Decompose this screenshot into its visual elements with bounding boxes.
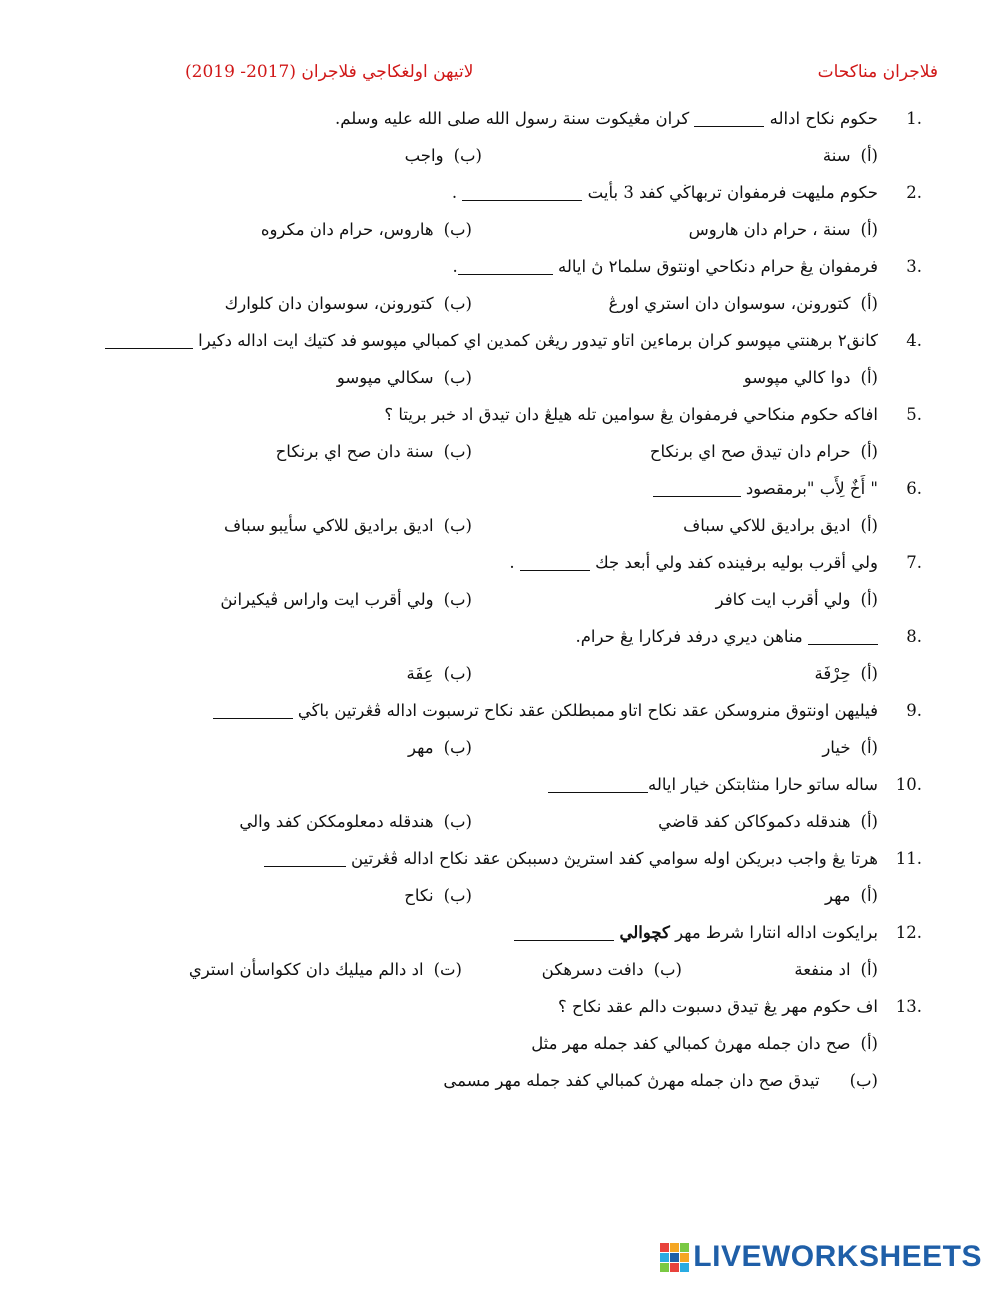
answer-blank[interactable] [462, 186, 582, 201]
brand-name: LIVEWORKSHEETS [693, 1240, 982, 1273]
question-8 [120, 618, 922, 692]
question-number: 9. [906, 701, 922, 720]
question-number: 4. [906, 331, 922, 350]
question-2 [120, 174, 922, 248]
option-b[interactable]: (ب)اديق براديق للاكي سأيبو سباف [223, 516, 472, 535]
option-b[interactable]: (ب)تيدق صح دان جمله مهرڽ كمبالي كفد جمله مهر مسمى [443, 1071, 878, 1090]
question-number: 8. [906, 627, 922, 646]
option-b[interactable]: (ب)واجب [404, 146, 482, 165]
option-a[interactable]: (أ)اديق براديق للاكي سباف [683, 516, 878, 535]
answer-blank[interactable] [694, 112, 764, 127]
option-a[interactable]: (أ)هندقله دكموكاكن كفد قاضي [658, 812, 878, 831]
option-a[interactable]: (أ)سنة [822, 146, 878, 165]
question-10 [120, 766, 922, 840]
question-text: افاكه حكوم منكاحي فرمفوان يڠ سوامين تله هيلڠ دان تيدق اد خبر بريتا ؟ [384, 405, 878, 424]
question-text: " أَخٌ لِأَب "برمقصود [653, 470, 878, 507]
liveworksheets-logo-icon [660, 1243, 689, 1272]
question-number: 11. [895, 849, 922, 868]
option-a[interactable]: (أ)حرام دان تيدق صح اي برنكاح [649, 442, 878, 461]
question-5 [120, 396, 922, 470]
question-6 [120, 470, 922, 544]
answer-blank[interactable] [213, 704, 293, 719]
question-number: 3. [906, 257, 922, 276]
answer-blank[interactable] [514, 926, 614, 941]
question-12 [120, 914, 922, 988]
option-a[interactable]: (أ)صح دان جمله مهرڽ كمبالي كفد جمله مهر مثل [531, 1034, 878, 1053]
question-3 [120, 248, 922, 322]
option-b[interactable]: (ب)هندقله دمعلومككن كفد والي [239, 812, 472, 831]
option-b[interactable]: (ب)سكالي مپوسو [336, 368, 472, 387]
question-4 [120, 322, 922, 396]
question-13 [120, 988, 922, 1099]
question-text: اف حكوم مهر يڠ تيدق دسبوت دالم عقد نكاح ؟ [557, 997, 878, 1016]
answer-blank[interactable] [520, 556, 590, 571]
question-number: 5. [906, 405, 922, 424]
question-text: فيليهن اونتوق منروسكن عقد نكاح اتاو ممبطلكن عقد نكاح ترسبوت اداله ڤڠرتين باڬي [213, 692, 878, 729]
answer-blank[interactable] [653, 482, 741, 497]
liveworksheets-brand [660, 1237, 982, 1277]
option-a[interactable]: (أ)مهر [824, 886, 878, 905]
question-list [120, 100, 922, 1099]
question-9 [120, 692, 922, 766]
question-11 [120, 840, 922, 914]
question-text: حكوم نكاح اداله كران مڠيكوت سنة رسول الله صلى الله عليه وسلم. [334, 109, 878, 128]
question-number: 6. [906, 479, 922, 498]
question-text: كانق٢ برهنتي مپوسو كران برماءين اتاو تيدور ريڠن كمدين اي كمبالي مپوسو فد كتيك ايت اداله دكيرا [105, 322, 878, 359]
answer-blank[interactable] [548, 778, 648, 793]
question-text: برايكوت اداله انتارا شرط مهر كچوالي [514, 914, 878, 951]
question-1 [120, 100, 922, 174]
option-b[interactable]: (ب)دافت دسرهكن [541, 960, 682, 979]
question-text: فرمفوان يڠ حرام دنكاحي اونتوق سلما٢ ڽ اياله . [452, 257, 878, 276]
option-b[interactable]: (ب)عِفَة [406, 664, 472, 683]
option-b[interactable]: (ب)مهر [408, 738, 472, 757]
question-number: 12. [895, 923, 922, 942]
question-number: 1. [906, 109, 922, 128]
question-text: مناهن ديري درفد فركارا يڠ حرام. [575, 618, 878, 655]
answer-blank[interactable] [264, 852, 346, 867]
question-7 [120, 544, 922, 618]
emphasis-word: كچوالي [619, 923, 670, 942]
option-a[interactable]: (أ)خيار [822, 738, 878, 757]
question-number: 13. [895, 997, 922, 1016]
question-text: ساله ساتو حارا منثابتكن خيار اياله [548, 766, 878, 803]
option-b[interactable]: (ب)هاروس، حرام دان مكروه [260, 220, 472, 239]
option-b[interactable]: (ب)سنة دان صح اي برنكاح [275, 442, 472, 461]
option-a[interactable]: (أ)سنة ، حرام دان هاروس [688, 220, 878, 239]
question-text: حكوم مليهت فرمفوان تربهاڬي كفد 3 بأيت . [451, 183, 878, 202]
question-number: 10. [895, 775, 922, 794]
exam-years-title: لاتيهن اولغكاجي فلاجران (2017- 2019) [185, 62, 474, 82]
page-title: فلاجران مناكحات [817, 62, 938, 82]
option-b[interactable]: (ب)كتورونن، سوسوان دان كلوارك [224, 294, 472, 313]
option-a[interactable]: (أ)كتورونن، سوسوان دان استري اورڠ [608, 294, 878, 313]
option-a[interactable]: (أ)دوا كالي مپوسو [743, 368, 878, 387]
option-a[interactable]: (أ)اد منفعة [794, 960, 878, 979]
answer-blank[interactable] [808, 630, 878, 645]
question-text: هرتا يڠ واجب دبريكن اوله سوامي كفد استريڽ دسببكن عقد نكاح اداله ڤڠرتين [264, 840, 878, 877]
option-a[interactable]: (أ)حِرْفَة [814, 664, 878, 683]
option-c[interactable]: (ت)اد دالم ميليك دان ككواسأن استري [188, 960, 462, 979]
question-number: 2. [906, 183, 922, 202]
question-text: ولي أقرب بوليه برفينده كفد ولي أبعد جك . [509, 553, 878, 572]
option-b[interactable]: (ب)ولي أقرب ايت واراس ڤيكيرانڽ [220, 590, 472, 609]
question-number: 7. [906, 553, 922, 572]
option-a[interactable]: (أ)ولي أقرب ايت كافر [715, 590, 878, 609]
option-b[interactable]: (ب)نكاح [404, 886, 472, 905]
answer-blank[interactable] [458, 260, 553, 275]
answer-blank[interactable] [105, 334, 193, 349]
